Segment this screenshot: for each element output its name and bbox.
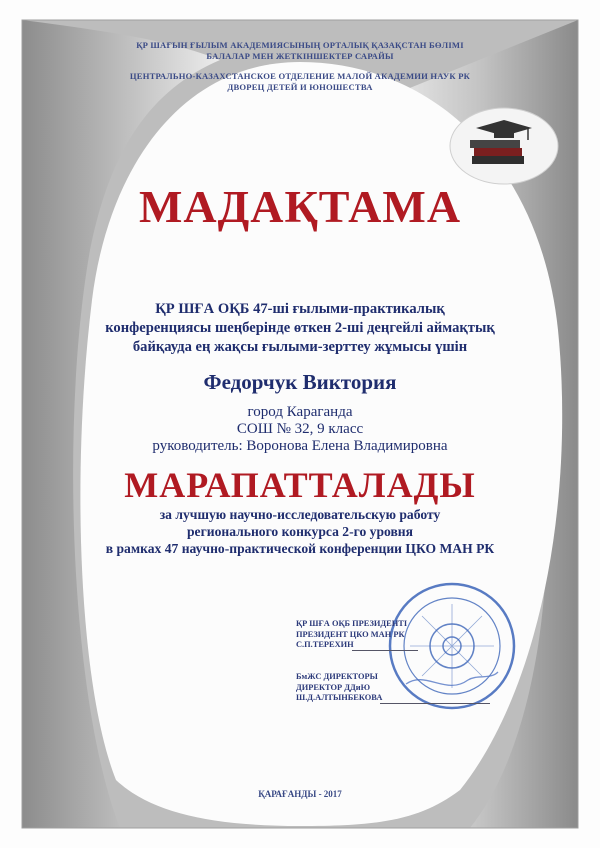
ru-text-line: за лучшую научно-исследовательскую работу	[159, 507, 441, 522]
sig1-line3: С.П.ТЕРЕХИН	[296, 640, 354, 649]
certificate-title: МАДАҚТАМА	[138, 181, 462, 232]
kz-text-line: байқауда ең жақсы ғылыми-зерттеу жұмысы үшін	[132, 339, 468, 355]
ru-text-line: в рамках 47 научно-практической конференции ЦКО МАН РК	[105, 541, 495, 556]
kz-text-line: конференциясы шеңберінде өткен 2-ші деңгейлі аймақтық	[105, 320, 495, 336]
signature-block-director	[296, 672, 382, 704]
graduation-cap-books-logo	[448, 106, 560, 186]
sig2-line2: ДИРЕКТОР ДДиЮ	[296, 682, 371, 692]
signature-line	[352, 650, 418, 651]
sig2-line3: Ш.Д.АЛТЫНБЕКОВА	[296, 693, 383, 702]
header-ru-line1: ЦЕНТРАЛЬНО-КАЗАХСТАНСКОЕ ОТДЕЛЕНИЕ МАЛОЙ АКАДЕМИИ НАУК РК	[129, 71, 471, 81]
header-ru-line2: ДВОРЕЦ ДЕТЕЙ И ЮНОШЕСТВА	[227, 82, 373, 92]
ru-text-line: регионального конкурса 2-го уровня	[187, 524, 413, 539]
recipient-school: СОШ № 32, 9 класс	[236, 421, 364, 437]
kz-text-line: ҚР ШҒА ОҚБ 47-ші ғылыми-практикалық	[155, 301, 445, 317]
sig1-line2: ПРЕЗИДЕНТ ЦКО МАН РК	[296, 629, 405, 639]
recipient-city: город Караганда	[247, 404, 353, 420]
signature-line	[380, 703, 490, 704]
signature-block-president	[296, 619, 407, 651]
header-kz-line2: БАЛАЛАР МЕН ЖЕТКІНШЕКТЕР САРАЙЫ	[206, 51, 394, 61]
recipient-name: Федорчук Виктория	[203, 370, 397, 394]
award-title: МАРАПАТТАЛАДЫ	[124, 465, 476, 505]
header-kz-line1: ҚР ШАҒЫН ҒЫЛЫМ АКАДЕМИЯСЫНЫҢ ОРТАЛЫҚ ҚАЗАҚСТАН БӨЛІМІ	[136, 40, 464, 50]
footer-city-year: ҚАРАҒАНДЫ - 2017	[258, 789, 342, 799]
recipient-supervisor: руководитель: Воронова Елена Владимировна	[152, 438, 448, 454]
sig1-line1: ҚР ШҒА ОҚБ ПРЕЗИДЕНТІ	[296, 619, 408, 628]
sig2-line1: БмЖС ДИРЕКТОРЫ	[296, 672, 378, 681]
